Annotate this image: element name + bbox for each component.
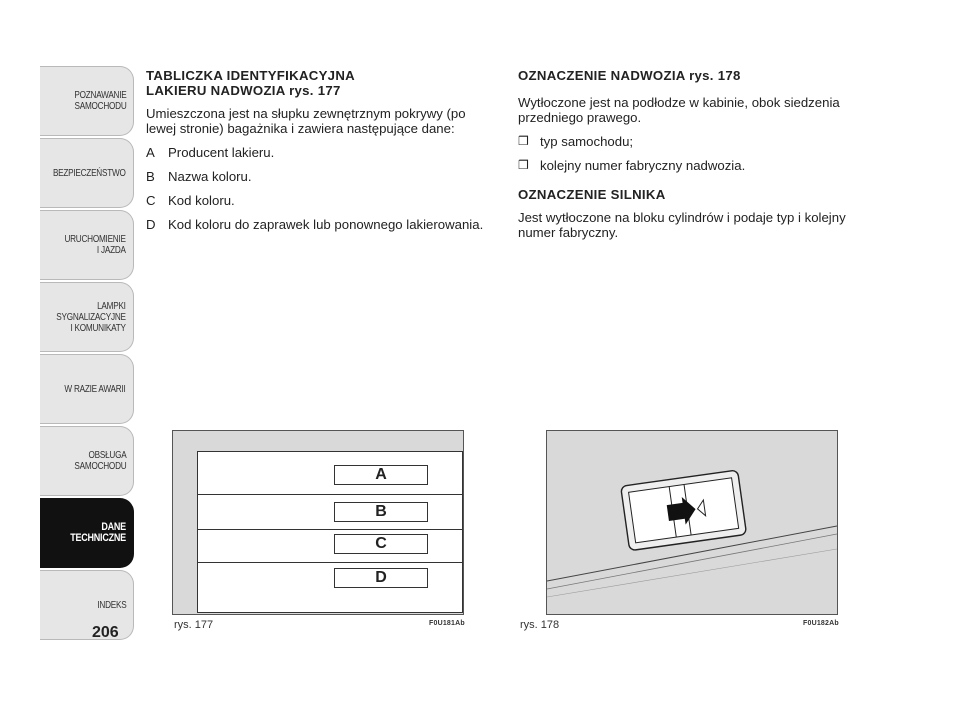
intro-text: Umieszczona jest na słupku zewnętrznym pokrywy (po lewej stronie) bagażnika i zawiera następujące dane: <box>146 106 466 136</box>
tab-label: DANE TECHNICZNE <box>70 521 126 544</box>
item-text: kolejny numer fabryczny nadwozia. <box>540 158 746 173</box>
tab-dane-techniczne[interactable] <box>40 498 134 568</box>
tab-label: INDEKS <box>96 599 126 611</box>
tab-label: POZNAWANIE SAMOCHODU <box>73 90 126 112</box>
plate-field-b: B <box>334 502 428 522</box>
section-heading: LAKIERU NADWOZIA rys. 177 <box>146 83 341 98</box>
figure-body-marking <box>546 430 838 615</box>
item-text: Nazwa koloru. <box>168 169 252 184</box>
tab-poznawanie-samochodu[interactable] <box>40 66 134 136</box>
section-heading: OZNACZENIE NADWOZIA rys. 178 <box>518 68 741 83</box>
intro-text: Jest wytłoczone na bloku cylindrów i podaje typ i kolejny numer fabryczny. <box>518 210 846 240</box>
item-text: Kod koloru do zaprawek lub ponownego lakierowania. <box>168 217 484 232</box>
item-key: C <box>146 193 156 208</box>
section-tabs <box>40 66 134 642</box>
tab-label: OBSŁUGA SAMOCHODU <box>73 450 126 472</box>
tab-label: BEZPIECZEŃSTWO <box>53 167 126 179</box>
item-key: A <box>146 145 155 160</box>
item-text: Producent lakieru. <box>168 145 275 160</box>
section-heading: OZNACZENIE SILNIKA <box>518 187 666 202</box>
list-item <box>146 145 496 160</box>
tab-obsluga-samochodu[interactable] <box>40 426 134 496</box>
tab-lampki-sygnalizacyjne[interactable] <box>40 282 134 352</box>
figure-caption: rys. 178 <box>520 619 560 631</box>
body-marking-section <box>518 68 868 240</box>
plate-field-a: A <box>334 465 428 485</box>
figure-code: F0U182Ab <box>803 620 839 627</box>
intro-text: Wytłoczone jest na podłodze w kabinie, obok siedzenia przedniego prawego. <box>518 95 840 125</box>
page-number: 206 <box>92 624 119 641</box>
item-key: D <box>146 217 156 232</box>
plate-field-d: D <box>334 568 428 588</box>
tab-w-razie-awarii[interactable] <box>40 354 134 424</box>
figure-code: F0U181Ab <box>429 620 465 627</box>
list-item <box>146 217 496 232</box>
checkbox-bullet-icon: ❒ <box>518 158 529 172</box>
section-heading: TABLICZKA IDENTYFIKACYJNA <box>146 68 355 83</box>
tab-indeks[interactable] <box>40 570 134 640</box>
figure-caption: rys. 177 <box>174 619 214 631</box>
paint-plate-section <box>146 68 496 232</box>
item-text: Kod koloru. <box>168 193 235 208</box>
list-item <box>146 169 496 184</box>
tab-label: LAMPKI SYGNALIZACYJNE I KOMUNIKATY <box>56 300 126 334</box>
body-marking-illustration <box>547 431 837 614</box>
checkbox-bullet-icon: ❒ <box>518 134 529 148</box>
list-item <box>518 158 868 173</box>
tab-label: URUCHOMIENIE I JAZDA <box>64 234 126 256</box>
tab-uruchomienie-i-jazda[interactable] <box>40 210 134 280</box>
paint-plate-illustration <box>197 451 463 613</box>
tab-label: W RAZIE AWARII <box>64 383 126 395</box>
item-key: B <box>146 169 155 184</box>
plate-field-c: C <box>334 534 428 554</box>
tab-bezpieczenstwo[interactable] <box>40 138 134 208</box>
list-item <box>518 134 868 149</box>
figure-paint-plate <box>172 430 464 615</box>
item-text: typ samochodu; <box>540 134 634 149</box>
list-item <box>146 193 496 208</box>
